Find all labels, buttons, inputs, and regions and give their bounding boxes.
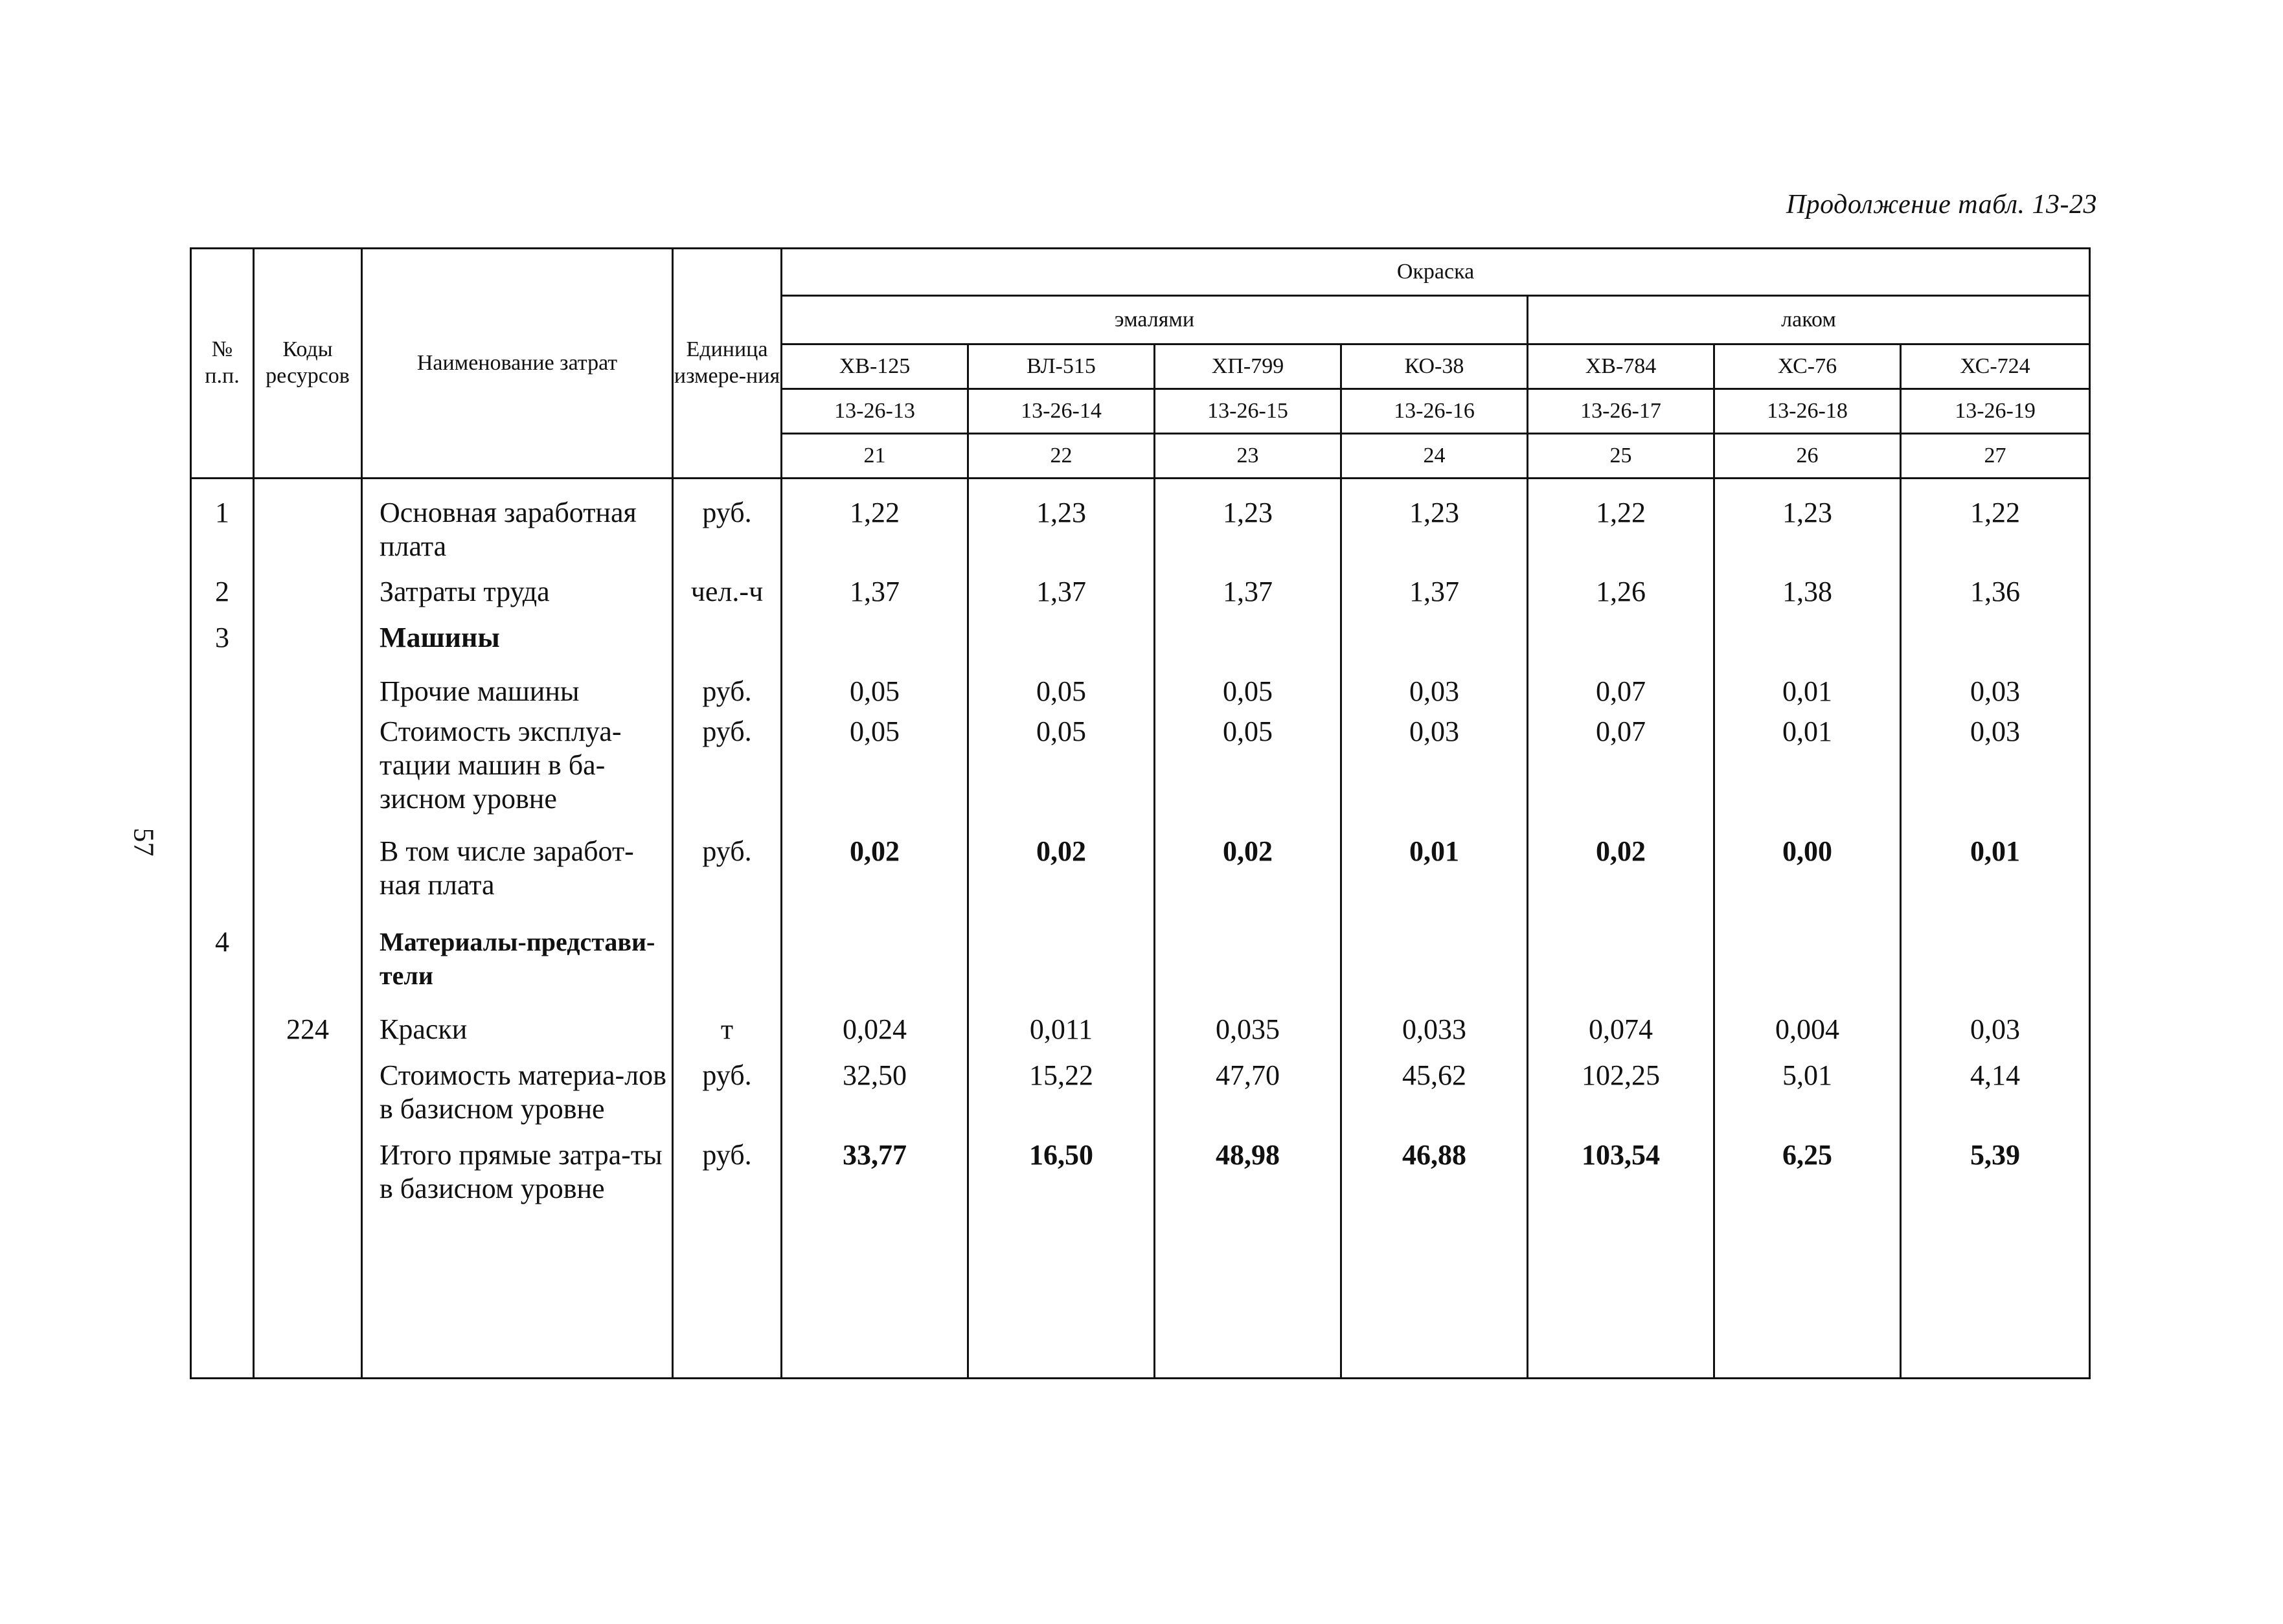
- header-col-number: 26: [1714, 434, 1901, 479]
- row-number: [191, 1136, 254, 1215]
- row-value: 0,02: [782, 829, 968, 912]
- header-material: ХВ-784: [1528, 344, 1714, 389]
- row-number: [191, 1004, 254, 1052]
- row-resource-code: [254, 829, 362, 912]
- row-value: [968, 912, 1155, 1004]
- row-value: 15,22: [968, 1052, 1155, 1136]
- header-codes: Коды ресурсов: [254, 249, 362, 479]
- empty-cell: [254, 1215, 362, 1379]
- row-number: 4: [191, 912, 254, 1004]
- table-row: [191, 715, 2090, 829]
- row-resource-code: [254, 715, 362, 829]
- header-code: 13-26-15: [1155, 389, 1341, 434]
- row-resource-code: [254, 479, 362, 575]
- header-lacquer: лаком: [1528, 296, 2090, 344]
- row-value: 0,07: [1528, 715, 1714, 829]
- row-value: 0,00: [1714, 829, 1901, 912]
- table-row: [191, 479, 2090, 575]
- row-resource-code: 224: [254, 1004, 362, 1052]
- row-unit: руб.: [673, 660, 782, 715]
- header-unit: Единица измере-ния: [673, 249, 782, 479]
- row-value: 0,05: [968, 715, 1155, 829]
- header-material: КО-38: [1341, 344, 1528, 389]
- row-value: 0,074: [1528, 1004, 1714, 1052]
- row-unit: руб.: [673, 1052, 782, 1136]
- row-value: 0,02: [968, 829, 1155, 912]
- table-header: [191, 249, 2090, 479]
- row-number: [191, 660, 254, 715]
- row-resource-code: [254, 1136, 362, 1215]
- row-value: 0,05: [782, 715, 968, 829]
- row-cost-name: Стоимость материа-лов в базисном уровне: [362, 1052, 673, 1136]
- row-resource-code: [254, 912, 362, 1004]
- row-value: 0,03: [1341, 660, 1528, 715]
- row-number: [191, 1052, 254, 1136]
- empty-cell: [1155, 1215, 1341, 1379]
- row-value: 0,011: [968, 1004, 1155, 1052]
- row-value: 1,37: [968, 575, 1155, 613]
- table-row: [191, 575, 2090, 613]
- row-value: 1,22: [782, 479, 968, 575]
- row-value: 1,37: [1341, 575, 1528, 613]
- table-row: [191, 1052, 2090, 1136]
- row-value: 48,98: [1155, 1136, 1341, 1215]
- header-col-number: 25: [1528, 434, 1714, 479]
- row-cost-name: Материалы-представи-тели: [362, 912, 673, 1004]
- row-resource-code: [254, 1052, 362, 1136]
- row-value: 5,39: [1901, 1136, 2090, 1215]
- row-value: 32,50: [782, 1052, 968, 1136]
- row-value: 0,01: [1714, 715, 1901, 829]
- row-cost-name: Затраты труда: [362, 575, 673, 613]
- row-resource-code: [254, 660, 362, 715]
- row-value: 0,05: [1155, 660, 1341, 715]
- header-code: 13-26-18: [1714, 389, 1901, 434]
- table-row: [191, 912, 2090, 1004]
- cost-table: [190, 247, 2091, 1379]
- row-value: 0,01: [1901, 829, 2090, 912]
- row-value: 0,01: [1714, 660, 1901, 715]
- row-value: 0,05: [1155, 715, 1341, 829]
- header-code: 13-26-14: [968, 389, 1155, 434]
- row-unit: руб.: [673, 1136, 782, 1215]
- row-value: [782, 613, 968, 660]
- row-cost-name: Прочие машины: [362, 660, 673, 715]
- row-value: 45,62: [1341, 1052, 1528, 1136]
- header-enamel: эмалями: [782, 296, 1528, 344]
- empty-cell: [1714, 1215, 1901, 1379]
- header-no: № п.п.: [191, 249, 254, 479]
- header-code: 13-26-17: [1528, 389, 1714, 434]
- row-value: 103,54: [1528, 1136, 1714, 1215]
- table-caption: Продолжение табл. 13-23: [1786, 190, 2097, 220]
- row-value: [1901, 613, 2090, 660]
- row-value: 1,23: [1714, 479, 1901, 575]
- header-col-number: 23: [1155, 434, 1341, 479]
- header-code: 13-26-13: [782, 389, 968, 434]
- row-value: 1,22: [1901, 479, 2090, 575]
- table-body: [191, 479, 2090, 1379]
- row-number: [191, 715, 254, 829]
- header-col-number: 27: [1901, 434, 2090, 479]
- row-number: 1: [191, 479, 254, 575]
- header-col-number: 22: [968, 434, 1155, 479]
- header-name: Наименование затрат: [362, 249, 673, 479]
- row-value: 46,88: [1341, 1136, 1528, 1215]
- row-value: 0,035: [1155, 1004, 1341, 1052]
- empty-cell: [1341, 1215, 1528, 1379]
- row-value: 0,05: [782, 660, 968, 715]
- row-value: 0,03: [1901, 660, 2090, 715]
- row-value: 1,23: [1341, 479, 1528, 575]
- row-value: 0,03: [1901, 1004, 2090, 1052]
- row-value: 47,70: [1155, 1052, 1341, 1136]
- row-value: 1,22: [1528, 479, 1714, 575]
- row-value: 16,50: [968, 1136, 1155, 1215]
- page-number: 57: [128, 828, 160, 857]
- row-unit: руб.: [673, 829, 782, 912]
- row-value: [1341, 613, 1528, 660]
- row-value: 1,26: [1528, 575, 1714, 613]
- row-value: 0,03: [1341, 715, 1528, 829]
- header-material: ВЛ-515: [968, 344, 1155, 389]
- row-value: 0,02: [1155, 829, 1341, 912]
- row-unit: руб.: [673, 479, 782, 575]
- row-unit: чел.-ч: [673, 575, 782, 613]
- row-resource-code: [254, 575, 362, 613]
- row-value: [1714, 912, 1901, 1004]
- cost-table-wrapper: [190, 247, 2089, 1379]
- row-value: 0,024: [782, 1004, 968, 1052]
- row-cost-name: В том числе заработ-ная плата: [362, 829, 673, 912]
- empty-cell: [362, 1215, 673, 1379]
- table-filler-row: [191, 1215, 2090, 1379]
- row-value: 0,02: [1528, 829, 1714, 912]
- row-value: 0,05: [968, 660, 1155, 715]
- row-value: 0,033: [1341, 1004, 1528, 1052]
- header-code: 13-26-16: [1341, 389, 1528, 434]
- header-material: ХП-799: [1155, 344, 1341, 389]
- header-col-number: 24: [1341, 434, 1528, 479]
- row-cost-name: Стоимость эксплуа-тации машин в ба-зисном уровне: [362, 715, 673, 829]
- table-row: [191, 613, 2090, 660]
- row-unit: [673, 613, 782, 660]
- header-material: ХС-76: [1714, 344, 1901, 389]
- header-material: ХВ-125: [782, 344, 968, 389]
- row-value: 5,01: [1714, 1052, 1901, 1136]
- row-value: [1341, 912, 1528, 1004]
- table-row: [191, 1136, 2090, 1215]
- row-value: 1,37: [1155, 575, 1341, 613]
- row-value: [1528, 613, 1714, 660]
- row-value: [1901, 912, 2090, 1004]
- row-value: 33,77: [782, 1136, 968, 1215]
- row-value: [1528, 912, 1714, 1004]
- header-code: 13-26-19: [1901, 389, 2090, 434]
- row-number: [191, 829, 254, 912]
- row-unit: руб.: [673, 715, 782, 829]
- empty-cell: [673, 1215, 782, 1379]
- row-value: 4,14: [1901, 1052, 2090, 1136]
- empty-cell: [782, 1215, 968, 1379]
- row-value: 1,37: [782, 575, 968, 613]
- empty-cell: [1528, 1215, 1714, 1379]
- row-cost-name: Машины: [362, 613, 673, 660]
- row-value: [1155, 613, 1341, 660]
- row-value: 102,25: [1528, 1052, 1714, 1136]
- row-value: [968, 613, 1155, 660]
- row-unit: т: [673, 1004, 782, 1052]
- row-value: 0,07: [1528, 660, 1714, 715]
- row-number: 2: [191, 575, 254, 613]
- row-cost-name: Итого прямые затра-ты в базисном уровне: [362, 1136, 673, 1215]
- row-value: 0,004: [1714, 1004, 1901, 1052]
- row-value: 1,23: [1155, 479, 1341, 575]
- header-material: ХС-724: [1901, 344, 2090, 389]
- row-value: [1155, 912, 1341, 1004]
- empty-cell: [968, 1215, 1155, 1379]
- empty-cell: [1901, 1215, 2090, 1379]
- row-value: 0,03: [1901, 715, 2090, 829]
- header-group-painting: Окраска: [782, 249, 2090, 296]
- header-col-number: 21: [782, 434, 968, 479]
- row-unit: [673, 912, 782, 1004]
- table-row: [191, 660, 2090, 715]
- empty-cell: [191, 1215, 254, 1379]
- row-value: 0,01: [1341, 829, 1528, 912]
- row-number: 3: [191, 613, 254, 660]
- row-value: 6,25: [1714, 1136, 1901, 1215]
- table-row: [191, 829, 2090, 912]
- row-value: 1,36: [1901, 575, 2090, 613]
- row-resource-code: [254, 613, 362, 660]
- row-value: 1,23: [968, 479, 1155, 575]
- row-value: 1,38: [1714, 575, 1901, 613]
- row-cost-name: Основная заработная плата: [362, 479, 673, 575]
- row-cost-name: Краски: [362, 1004, 673, 1052]
- table-row: [191, 1004, 2090, 1052]
- row-value: [782, 912, 968, 1004]
- row-value: [1714, 613, 1901, 660]
